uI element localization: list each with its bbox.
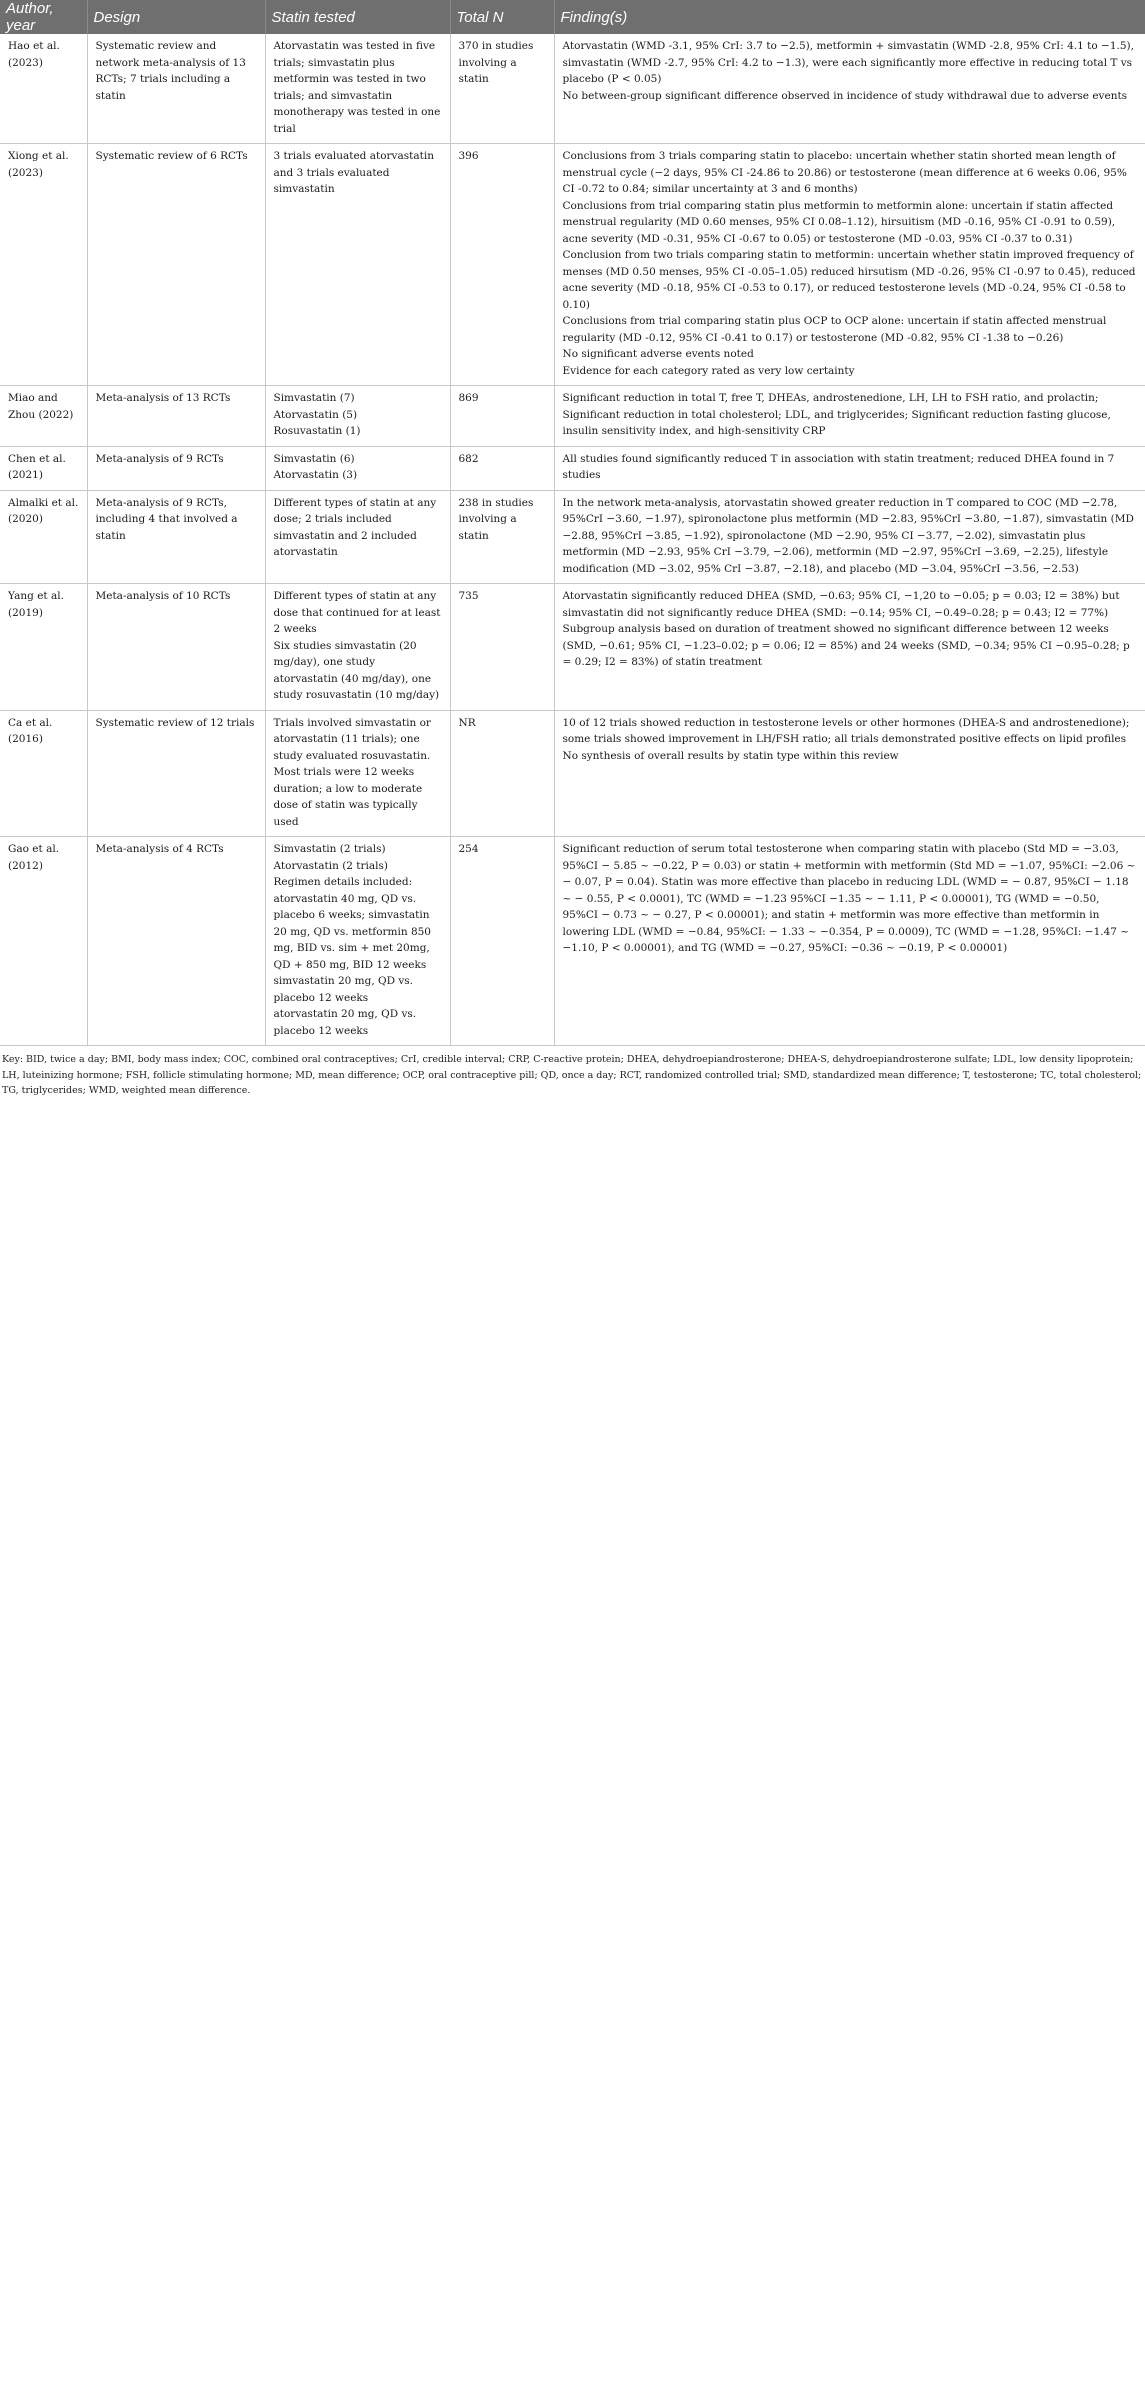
cell-statin-tested bbox=[265, 446, 450, 490]
cell-design: Meta-analysis of 13 RCTs bbox=[87, 386, 265, 447]
cell-findings bbox=[554, 837, 1145, 1046]
cell-statin-tested-line: Trials involved simvastatin or atorvastatin (11 trials); one study evaluated rosuvastatin. Most trials were 12 weeks duration; a low to moderate dose of statin was typically used bbox=[273, 716, 431, 828]
cell-total-n: 682 bbox=[450, 446, 554, 490]
cell-total-n: 396 bbox=[450, 144, 554, 386]
cell-author-year: Chen et al. (2021) bbox=[0, 446, 87, 490]
cell-total-n: 735 bbox=[450, 584, 554, 711]
cell-findings-line: Significant reduction of serum total testosterone when comparing statin with placebo (Std MD = −3.03, 95%CI − 5.85 ~ −0.22, P = 0.03) or statin + metformin with metformin (Std MD = −1.07, 95%CI: −2.06 ~ − 0.07, P = 0.04). Statin was more effective than placebo in reducing LDL (WMD = − 0.87, 95%CI − 1.18 ~ − 0.55, P < 0.0001), TC (WMD = −1.23 95%CI −1.35 ~ − 1.11, P < 0.00001), TG (WMD = −0.50, 95%CI − 0.73 ~ − 0.27, P < 0.00001); and statin + metformin was more effective than metformin in lowering LDL (WMD = −0.84, 95%CI: − 1.33 ~ −0.354, P = 0.0009), TC (WMD = −1.28, 95%CI: −1.47 ~ −1.10, P < 0.00001), and TG (WMD = −0.27, 95%CI: −0.36 ~ −0.19, P < 0.00001) bbox=[562, 843, 1136, 954]
table-footnote: Key: BID, twice a day; BMI, body mass index; COC, combined oral contraceptives; CrI, credible interval; CRP, C-reactive protein; DHEA, dehydroepiandrosterone; DHEA-S, dehydroepiandrosterone sulfate; LDL, low density lipoprotein; LH, luteinizing hormone; FSH, follicle stimulating hormone; MD, mean difference; OCP, oral contraceptive pill; QD, once a day; RCT, randomized controlled trial; SMD, standardized mean difference; T, testosterone; TC, total cholesterol; TG, triglycerides; WMD, weighted mean difference. bbox=[2, 1054, 1142, 1096]
cell-statin-tested-line: Six studies simvastatin (20 mg/day), one study atorvastatin (40 mg/day), one study rosuvastatin (10 mg/day) bbox=[273, 639, 440, 701]
table-row bbox=[0, 490, 1145, 584]
cell-author-year: Almalki et al. (2020) bbox=[0, 490, 87, 584]
cell-design: Systematic review of 12 trials bbox=[87, 710, 265, 837]
table-row bbox=[0, 386, 1145, 447]
cell-author-year: Gao et al. (2012) bbox=[0, 837, 87, 1046]
cell-findings-line: 10 of 12 trials showed reduction in testosterone levels or other hormones (DHEA-S and androstenedione); some trials showed improvement in LH/FSH ratio; all trials demonstrated positive effects on lipid profiles bbox=[562, 716, 1130, 745]
cell-author-year: Hao et al. (2023) bbox=[0, 34, 87, 144]
cell-findings bbox=[554, 34, 1145, 144]
evidence-table bbox=[0, 0, 1145, 1046]
cell-findings bbox=[554, 584, 1145, 711]
cell-statin-tested-line: Regimen details included: atorvastatin 40 mg, QD vs. placebo 6 weeks; simvastatin 20 mg, QD vs. metformin 850 mg, BID vs. sim + met 20mg, QD + 850 mg, BID 12 weeks bbox=[273, 876, 431, 971]
cell-design: Meta-analysis of 4 RCTs bbox=[87, 837, 265, 1046]
cell-author-year: Miao and Zhou (2022) bbox=[0, 386, 87, 447]
cell-findings-line: Significant reduction in total T, free T, DHEAs, androstenedione, LH, LH to FSH ratio, and prolactin; Significant reduction in total cholesterol; LDL, and triglycerides; Significant reduction fasting glucose, insulin sensitivity index, and high-sensitivity CRP bbox=[562, 392, 1111, 437]
cell-findings-line: Atorvastatin significantly reduced DHEA (SMD, −0.63; 95% CI, −1,20 to −0.05; p = 0.03; I2 = 38%) but simvastatin did not significantly reduce DHEA (SMD: −0.14; 95% CI, −0.49–0.28; p = 0.43; I2 = 77%) bbox=[562, 590, 1120, 619]
cell-statin-tested-line: Rosuvastatin (1) bbox=[273, 425, 361, 437]
cell-findings-line: In the network meta-analysis, atorvastatin showed greater reduction in T compared to COC (MD −2.78, 95%CrI −3.60, −1.97), spironolactone plus metformin (MD −2.83, 95%CrI −3.80, −1.87), simvastatin (MD −2.88, 95%CrI −3.85, −1.92), spironolactone (MD −2.90, 95% CI −3.77, −2.02), simvastatin plus metformin (MD −2.93, 95% CrI −3.79, −2.06), metformin (MD −2.97, 95%CrI −3.69, −2.25), lifestyle modification (MD −3.02, 95% CrI −3.87, −2.18), and placebo (MD −3.04, 95%CrI −3.56, −2.53) bbox=[562, 496, 1134, 575]
table-row bbox=[0, 144, 1145, 386]
cell-findings-line: Subgroup analysis based on duration of treatment showed no significant difference between 12 weeks (SMD, −0.61; 95% CI, −1.23–0.02; p = 0.06; I2 = 85%) and 24 weeks (SMD, −0.34; 95% CI −0.95–0.28; p = 0.29; I2 = 83%) of statin treatment bbox=[562, 623, 1130, 668]
cell-findings-line: Evidence for each category rated as very low certainty bbox=[562, 364, 855, 377]
cell-statin-tested bbox=[265, 34, 450, 144]
cell-findings-line: Atorvastatin (WMD -3.1, 95% CrI: 3.7 to −2.5), metformin + simvastatin (WMD -2.8, 95% CrI: 4.1 to −1.5), simvastatin (WMD -2.7, 95% CrI: 4.2 to −1.3), were each significantly more effective in reducing total T vs placebo (P < 0.05) bbox=[562, 40, 1134, 85]
header-total-n: Total N bbox=[450, 0, 554, 34]
cell-statin-tested-line: Simvastatin (7) bbox=[273, 392, 355, 404]
cell-findings bbox=[554, 490, 1145, 584]
cell-findings bbox=[554, 446, 1145, 490]
cell-total-n: 238 in studies involving a statin bbox=[450, 490, 554, 584]
cell-design: Meta-analysis of 9 RCTs bbox=[87, 446, 265, 490]
cell-author-year: Ca et al. (2016) bbox=[0, 710, 87, 837]
cell-statin-tested-line: Atorvastatin was tested in five trials; simvastatin plus metformin was tested in two trials; and simvastatin monotherapy was tested in one trial bbox=[273, 40, 441, 135]
cell-total-n: 254 bbox=[450, 837, 554, 1046]
cell-statin-tested-line: Different types of statin at any dose; 2 trials included simvastatin and 2 included atorvastatin bbox=[273, 496, 437, 558]
cell-findings-line: Conclusion from two trials comparing statin to metformin: uncertain whether statin improved frequency of menses (MD 0.50 menses, 95% CI -0.05–1.05) reduced hirsutism (MD -0.26, 95% CI -0.97 to 0.45), reduced acne severity (MD -0.18, 95% CI -0.53 to 0.17), or reduced testosterone levels (MD -0.24, 95% CI -0.58 to 0.10) bbox=[562, 249, 1136, 311]
cell-findings-line: No significant adverse events noted bbox=[562, 348, 754, 360]
cell-findings bbox=[554, 710, 1145, 837]
cell-design: Systematic review and network meta-analysis of 13 RCTs; 7 trials including a statin bbox=[87, 34, 265, 144]
cell-findings-line: Conclusions from trial comparing statin plus OCP to OCP alone: uncertain if statin affected menstrual regularity (MD -0.12, 95% CI -0.41 to 0.17) or testosterone (MD -0.82, 95% CI -1.38 to −0.26) bbox=[562, 315, 1107, 344]
table-row bbox=[0, 584, 1145, 711]
table-row bbox=[0, 446, 1145, 490]
cell-author-year: Yang et al. (2019) bbox=[0, 584, 87, 711]
cell-statin-tested bbox=[265, 837, 450, 1046]
cell-findings-line: No synthesis of overall results by statin type within this review bbox=[562, 749, 899, 762]
cell-statin-tested-line: simvastatin 20 mg, QD vs. placebo 12 weeks bbox=[273, 975, 414, 1004]
header-findings: Finding(s) bbox=[554, 0, 1145, 34]
table-row bbox=[0, 710, 1145, 837]
cell-design: Meta-analysis of 9 RCTs, including 4 that involved a statin bbox=[87, 490, 265, 584]
cell-total-n: 370 in studies involving a statin bbox=[450, 34, 554, 144]
cell-statin-tested-line: Different types of statin at any dose that continued for at least 2 weeks bbox=[273, 590, 441, 635]
cell-statin-tested-line: Atorvastatin (5) bbox=[273, 408, 358, 421]
cell-findings-line: All studies found significantly reduced T in association with statin treatment; reduced DHEA found in 7 studies bbox=[562, 452, 1115, 481]
header-statin-tested: Statin tested bbox=[265, 0, 450, 34]
cell-design: Systematic review of 6 RCTs bbox=[87, 144, 265, 386]
cell-findings-line: No between-group significant difference observed in incidence of study withdrawal due to adverse events bbox=[562, 89, 1128, 102]
table-header-row bbox=[0, 0, 1145, 34]
table-row bbox=[0, 34, 1145, 144]
cell-author-year: Xiong et al. (2023) bbox=[0, 144, 87, 386]
cell-findings-line: Conclusions from trial comparing statin plus metformin to metformin alone: uncertain if statin affected menstrual regularity (MD 0.60 menses, 95% CI 0.08–1.12), hirsuitism (MD -0.16, 95% CI -0.91 to 0.59), acne severity (MD -0.31, 95% CI -0.67 to 0.05) or testosterone (MD -0.03, 95% CI -0.37 to 0.31) bbox=[562, 199, 1116, 245]
cell-total-n: NR bbox=[450, 710, 554, 837]
header-design: Design bbox=[87, 0, 265, 34]
cell-statin-tested bbox=[265, 584, 450, 711]
cell-design: Meta-analysis of 10 RCTs bbox=[87, 584, 265, 711]
cell-statin-tested-line: Simvastatin (6) bbox=[273, 452, 355, 465]
header-author-year: Author, year bbox=[0, 0, 87, 34]
cell-findings bbox=[554, 144, 1145, 386]
cell-statin-tested-line: atorvastatin 20 mg, QD vs. placebo 12 weeks bbox=[273, 1008, 417, 1037]
cell-total-n: 869 bbox=[450, 386, 554, 447]
cell-statin-tested bbox=[265, 710, 450, 837]
cell-findings-line: Conclusions from 3 trials comparing statin to placebo: uncertain whether statin shorted mean length of menstrual cycle (−2 days, 95% CI -24.86 to 20.86) or testosterone (mean difference at 6 weeks 0.06, 95% CI -0.72 to 0.84; similar uncertainty at 3 and 6 months) bbox=[562, 150, 1127, 195]
cell-statin-tested bbox=[265, 490, 450, 584]
cell-statin-tested-line: Atorvastatin (3) bbox=[273, 469, 358, 481]
table-row bbox=[0, 837, 1145, 1046]
cell-findings bbox=[554, 386, 1145, 447]
cell-statin-tested-line: 3 trials evaluated atorvastatin and 3 trials evaluated simvastatin bbox=[273, 150, 434, 195]
cell-statin-tested-line: Simvastatin (2 trials) bbox=[273, 843, 386, 855]
cell-statin-tested-line: Atorvastatin (2 trials) bbox=[273, 859, 389, 872]
cell-statin-tested bbox=[265, 386, 450, 447]
cell-statin-tested bbox=[265, 144, 450, 386]
